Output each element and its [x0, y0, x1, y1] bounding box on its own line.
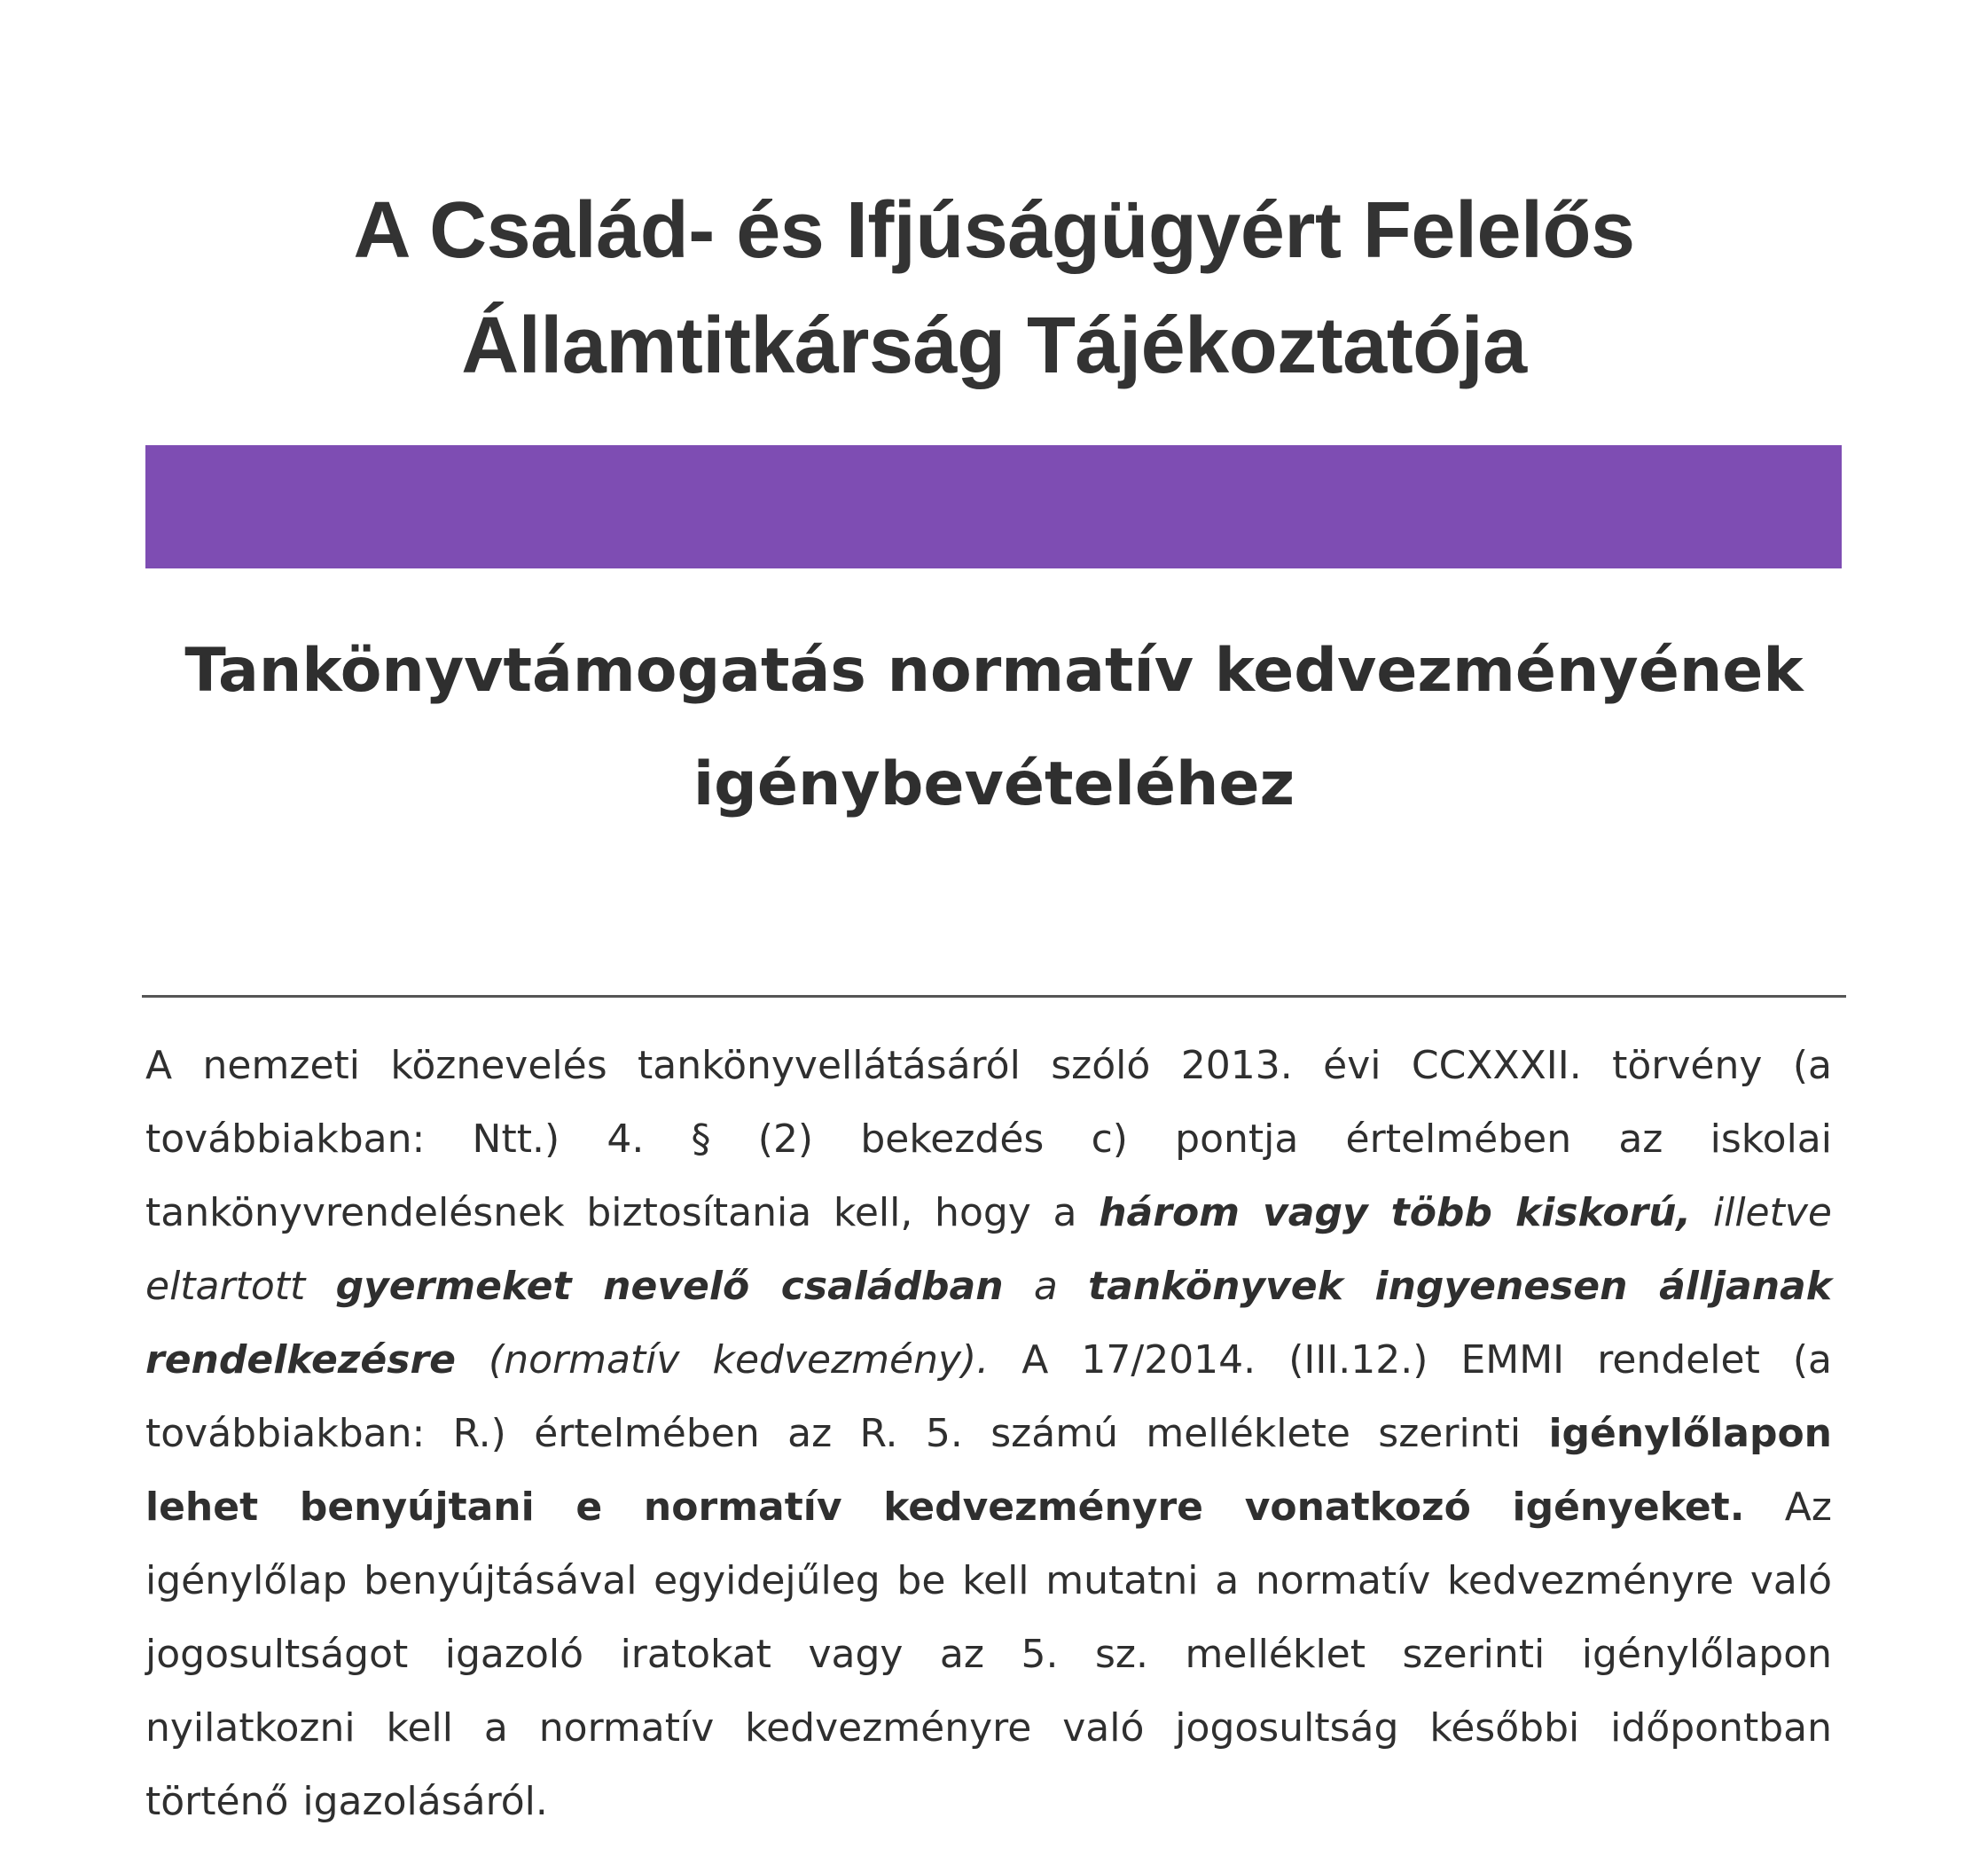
body-paragraph [145, 1029, 1832, 1838]
main-title [142, 173, 1846, 403]
subtitle-line1: Tankönyvtámogatás normatív kedvezményének [184, 636, 1804, 706]
body-text-segment: A nemzeti köznevelés tankönyvellátásáról szóló 2013. évi CCXXXII. törvény (a továbbiakban: Ntt.) 4. § (2) bekezdés c) pontja értelmében az iskolai tankönyvrendelésnek biztosítania kell, hogy a [145, 1043, 1832, 1235]
body-text-segment: A 17/2014. (III.12.) EMMI rendelet (a továbbiakban: R.) értelmében az R. 5. számú melléklete szerinti [145, 1337, 1832, 1456]
subtitle [142, 615, 1846, 842]
emphasis-bold-italic: három vagy több kiskorú, [1099, 1190, 1692, 1235]
purple-accent-bar [145, 445, 1842, 568]
emphasis-bold: igénylőlapon lehet benyújtani e normatív kedvezményre vonatkozó igényeket. [145, 1411, 1832, 1530]
emphasis-bold-italic: tankönyvek ingyenesen álljanak rendelkezésre [145, 1264, 1832, 1383]
emphasis-italic: (normatív kedvezmény). [456, 1337, 990, 1383]
subtitle-line2: igénybevételéhez [693, 749, 1295, 819]
body-text-segment: Az igénylőlap benyújtásával egyidejűleg be kell mutatni a normatív kedvezményre való jogosultságot igazoló iratokat vagy az 5. sz. melléklet szerinti igénylőlapon nyilatkozni kell a normatív kedvezményre való jogosultság későbbi időpontban történő igazolásáról. [145, 1485, 1832, 1824]
main-title-line1: A Család- és Ifjúságügyért Felelős [353, 186, 1635, 275]
emphasis-bold-italic: gyermeket nevelő családban [335, 1264, 1004, 1309]
emphasis-italic: a [1003, 1264, 1089, 1309]
emphasis-italic: illetve eltartott [145, 1190, 1832, 1309]
main-title-line2: Államtitkárság Tájékoztatója [461, 302, 1527, 390]
horizontal-divider [142, 995, 1846, 998]
